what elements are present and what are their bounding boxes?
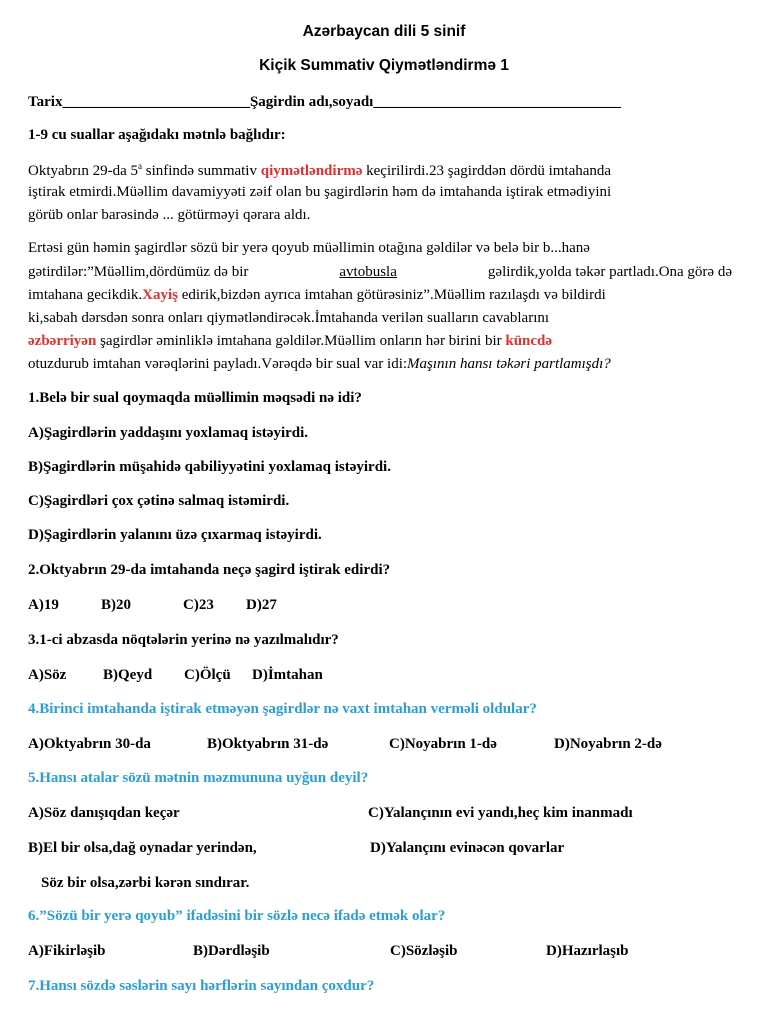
q5-option-c[interactable]: C)Yalançının evi yandı,heç kim inanmadı (368, 805, 633, 821)
text-p2-line4: ki,sabah dərsdən sonra onları qiymətləndirəcək.İmtahanda verilən sualların cavablarını (28, 310, 550, 326)
question-2: 2.Oktyabrın 29-da imtahanda neçə şagird iştirak edirdi? (28, 562, 391, 578)
q5-option-a[interactable]: A)Söz danışıqdan keçər (28, 805, 180, 821)
q3-option-d[interactable]: D)İmtahan (252, 667, 323, 683)
highlighted-word: əzbərriyən (28, 333, 97, 349)
q6-option-d[interactable]: D)Hazırlaşıb (546, 943, 629, 959)
text-span: Oktyabrın 29-da 5 (28, 163, 138, 179)
question-1: 1.Belə bir sual qoymaqda müəllimin məqsədi nə idi? (28, 390, 362, 406)
text-p2-line1: Ertəsi gün həmin şagirdlər sözü bir yerə qoyub müəllimin otağına gəldilər və belə bir b...hanə (28, 240, 590, 256)
text-span: gətirdilər:”Müəllim,dördümüz də bir (28, 264, 249, 280)
q3-option-a[interactable]: A)Söz (28, 667, 67, 683)
date-blank[interactable]: _________________________ (62, 94, 250, 110)
question-4: 4.Birinci imtahanda iştirak etməyən şagirdlər nə vaxt imtahan verməli oldular? (28, 701, 537, 717)
q2-option-a[interactable]: A)19 (28, 597, 59, 613)
text-p2-line6 (28, 356, 611, 373)
q1-option-b[interactable]: B)Şagirdlərin müşahidə qabiliyyətini yoxlamaq istəyirdi. (28, 459, 391, 475)
q1-option-c[interactable]: C)Şagirdləri çox çətinə salmaq istəmirdi. (28, 493, 290, 509)
text-p2-line5 (28, 333, 552, 350)
q4-option-d[interactable]: D)Noyabrın 2-də (554, 736, 662, 752)
question-7: 7.Hansı sözdə səslərin sayı hərflərin sayından çoxdur? (28, 978, 375, 994)
text-p1-line2: iştirak etmirdi.Müəllim davamiyyəti zəif olan bu şagirdlərin həm də imtahanda iştirak etmədiyini (28, 184, 612, 200)
student-name-label: Şagirdin adı,soyadı (249, 94, 374, 110)
question-5: 5.Hansı atalar sözü mətnin məzmununa uyğun deyil? (28, 770, 369, 786)
text-span: sinfində summativ (141, 163, 261, 179)
italic-question: Maşının hansı təkəri partlamışdı? (407, 356, 611, 372)
text-span: gəlirdik,yolda təkər partladı.Ona görə də (487, 264, 732, 280)
q2-option-b[interactable]: B)20 (101, 597, 131, 613)
question-3: 3.1-ci abzasda nöqtələrin yerinə nə yazılmalıdır? (28, 632, 339, 648)
superscript: a (137, 161, 142, 171)
question-6: 6.”Sözü bir yerə qoyub” ifadəsini bir sözlə necə ifadə etmək olar? (28, 908, 446, 924)
text-span: otuzdurub imtahan vərəqlərini payladı.Vərəqdə bir sual var idi: (28, 356, 408, 372)
q5-option-d[interactable]: D)Yalançını evinəcən qovarlar (370, 840, 565, 856)
text-span: imtahana gecikdik. (28, 287, 143, 303)
text-span: edirik,bizdən ayrıca imtahan götürəsiniz”.Müəllim razılaşdı və bildirdi (177, 287, 606, 303)
q5-option-b-continued: Söz bir olsa,zərbi kərən sındırar. (41, 875, 250, 891)
text-p1-line1 (28, 161, 611, 180)
q1-option-a[interactable]: A)Şagirdlərin yaddaşını yoxlamaq istəyirdi. (28, 425, 309, 441)
q2-option-c[interactable]: C)23 (183, 597, 214, 613)
intro-instruction: 1-9 cu suallar aşağıdakı mətnlə bağlıdır: (28, 127, 286, 143)
highlighted-word: qiymətləndirmə (260, 163, 363, 179)
q1-option-d[interactable]: D)Şagirdlərin yalanını üzə çıxarmaq istəyirdi. (28, 527, 322, 543)
student-name-blank[interactable]: _________________________________ (373, 94, 621, 110)
q4-option-a[interactable]: A)Oktyabrın 30-da (28, 736, 151, 752)
q6-option-b[interactable]: B)Dərdləşib (193, 943, 270, 959)
text-p1-line3: görüb onlar barəsində ... götürməyi qərara aldı. (28, 207, 311, 223)
text-span: keçirilirdi.23 şagirddən dördü imtahanda (362, 163, 612, 179)
text-p2-line3 (28, 287, 606, 304)
text-p2-line2 (28, 264, 732, 281)
q6-option-c[interactable]: C)Sözləşib (390, 943, 458, 959)
q6-option-a[interactable]: A)Fikirləşib (28, 943, 106, 959)
text-span: şagirdlər əminliklə imtahana gəldilər.Müəllim onların hər birini bir (96, 333, 506, 349)
highlighted-word: Xayiş (142, 287, 178, 303)
q5-option-b[interactable]: B)El bir olsa,dağ oynadar yerindən, (28, 840, 257, 856)
q2-option-d[interactable]: D)27 (246, 597, 277, 613)
worksheet-title: Azərbaycan dili 5 sinif (302, 23, 466, 40)
date-label: Tarix (28, 94, 63, 110)
q4-option-b[interactable]: B)Oktyabrın 31-də (207, 736, 329, 752)
q3-option-c[interactable]: C)Ölçü (184, 667, 231, 683)
highlighted-word: küncdə (505, 333, 553, 349)
q4-option-c[interactable]: C)Noyabrın 1-də (389, 736, 497, 752)
q3-option-b[interactable]: B)Qeyd (103, 667, 153, 683)
student-info-line (28, 94, 621, 111)
underlined-word: avtobusla (339, 264, 397, 280)
worksheet-subtitle: Kiçik Summativ Qiymətləndirmə 1 (259, 57, 509, 74)
